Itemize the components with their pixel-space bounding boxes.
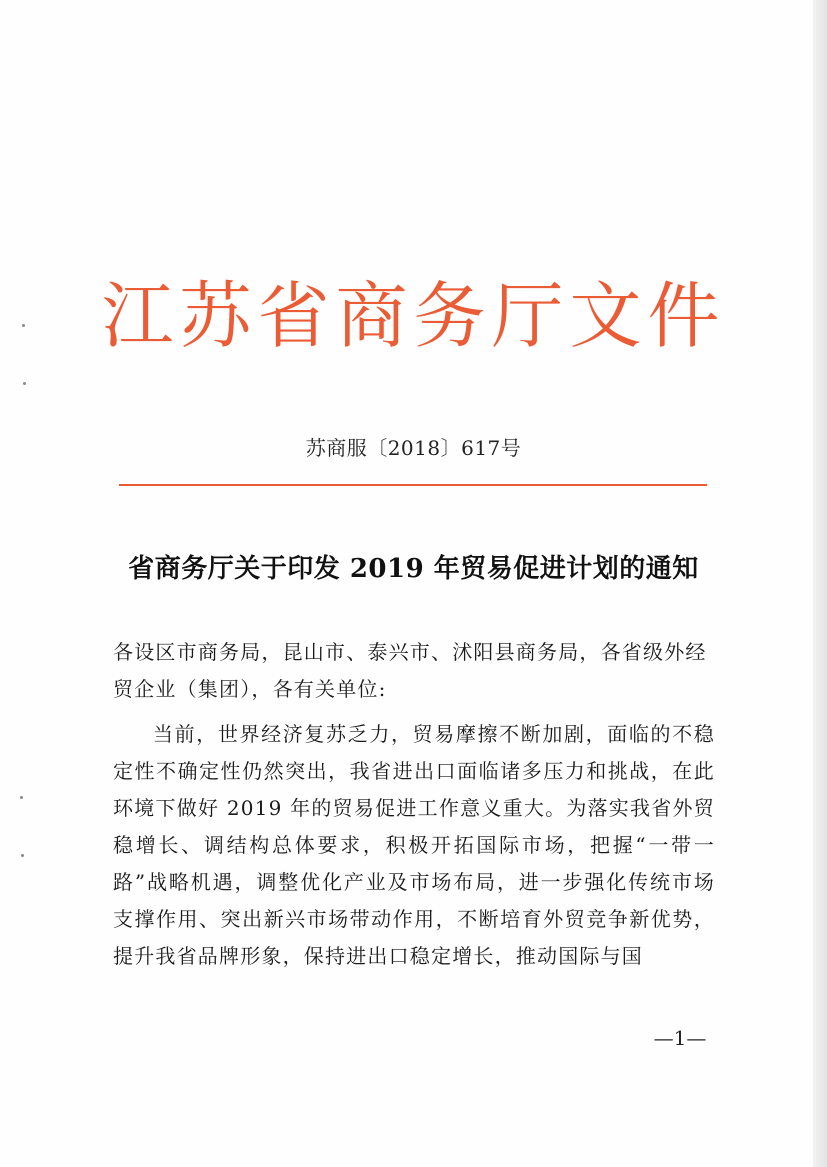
salutation: 各设区市商务局，昆山市、泰兴市、沭阳县商务局，各省级外经贸企业（集团），各有关单位: <box>113 640 707 701</box>
issuer-masthead: 江苏省商务厅文件 <box>101 274 726 358</box>
scan-speck <box>23 382 26 385</box>
scan-speck <box>21 854 24 857</box>
body-paragraph: 当前，世界经济复苏乏力，贸易摩擦不断加剧，面临的不稳定性不确定性仍然突出，我省进出口面临诸多压力和挑战，在此环境下做好 2019 年的贸易促进工作意义重大。为落实我省外贸稳增长、调结构总体要求，积极开拓国际市场，把握“一带一路”战略机遇，调整优化产业及市场布局，进一步强化传统市场支撑作用、突出新兴市场带动作用，不断培育外贸竞争新优势，提升我省品牌形象，保持进出口稳定增长，推动国际与国 <box>113 722 715 968</box>
document-title: 省商务厅关于印发 2019 年贸易促进计划的通知 <box>128 554 699 584</box>
red-divider-line <box>119 484 707 486</box>
scan-speck <box>20 796 23 799</box>
document-number: 苏商服〔2018〕617号 <box>305 436 522 460</box>
page-number: —1— <box>653 1026 707 1050</box>
